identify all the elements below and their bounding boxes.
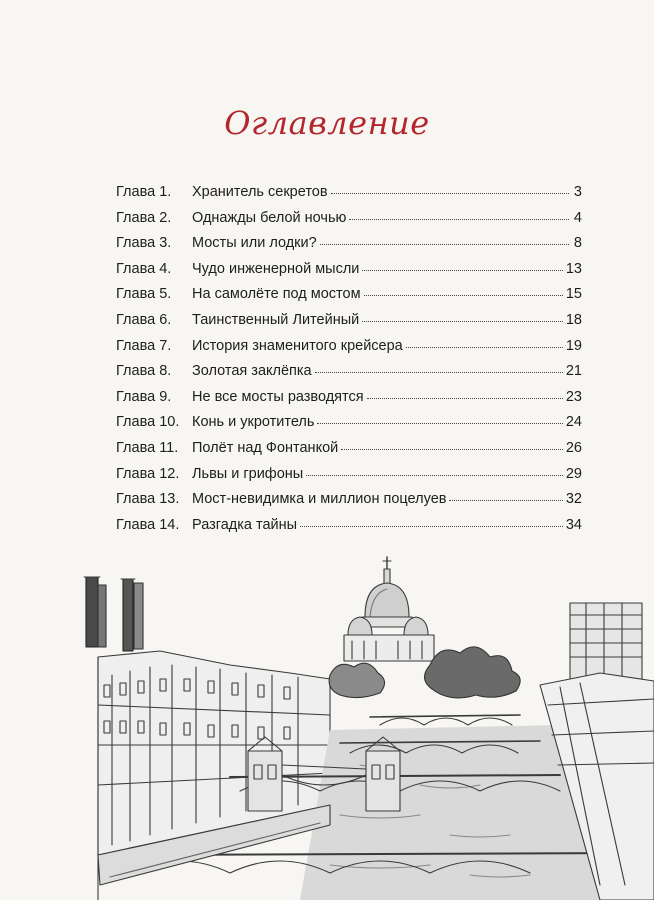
chapter-number: Глава 6.: [116, 311, 172, 328]
toc-entry[interactable]: [116, 338, 582, 364]
chapter-number: Глава 10.: [116, 414, 180, 431]
cathedral-dome-illustration: [344, 557, 434, 661]
toc-entry[interactable]: [116, 235, 582, 261]
chapter-number: Глава 5.: [116, 286, 172, 303]
dot-leader: [315, 371, 563, 373]
dot-leader: [349, 218, 569, 220]
chapter-title: Полёт над Фонтанкой: [192, 439, 339, 456]
chapter-title: На самолёте под мостом: [192, 286, 361, 303]
dot-leader: [362, 269, 562, 271]
chapter-number: Глава 4.: [116, 260, 172, 277]
page-number: 23: [565, 388, 582, 405]
chapter-title: Конь и укротитель: [192, 414, 315, 431]
toc-entry[interactable]: [116, 389, 582, 415]
toc-entry[interactable]: [116, 312, 582, 338]
dot-leader: [300, 525, 563, 527]
dot-leader: [449, 499, 562, 501]
chapter-number: Глава 12.: [116, 465, 180, 482]
modern-building-illustration: [570, 603, 642, 683]
toc-entry[interactable]: [116, 363, 582, 389]
page-number: 21: [565, 363, 582, 380]
toc-entry[interactable]: [116, 261, 582, 287]
river-illustration: [300, 725, 600, 900]
page-number: 26: [565, 439, 582, 456]
toc-entry[interactable]: [116, 466, 582, 492]
chapter-title: Разгадка тайны: [192, 516, 298, 533]
toc-entry[interactable]: [116, 491, 582, 517]
page-number: 34: [565, 516, 582, 533]
page-number: 15: [565, 286, 582, 303]
chapter-number: Глава 14.: [116, 516, 180, 533]
chapter-number: Глава 13.: [116, 491, 180, 508]
chapter-number: Глава 7.: [116, 337, 172, 354]
toc-entry[interactable]: [116, 414, 582, 440]
chimneys-illustration: [84, 577, 143, 651]
page-number: 24: [565, 414, 582, 431]
chapter-title: Не все мосты разводятся: [192, 388, 364, 405]
toc-entry[interactable]: [116, 440, 582, 466]
chapter-title: Мосты или лодки?: [192, 235, 317, 252]
chapter-number: Глава 9.: [116, 388, 172, 405]
chapter-title: Таинственный Литейный: [192, 311, 360, 328]
chapter-number: Глава 8.: [116, 363, 172, 380]
dot-leader: [320, 243, 569, 245]
chapter-title: Мост-невидимка и миллион поцелуев: [192, 491, 447, 508]
page-number: 13: [565, 260, 582, 277]
city-bridges-sketch: [0, 555, 654, 900]
chapter-title: Львы и грифоны: [192, 465, 304, 482]
chapter-title: Однажды белой ночью: [192, 209, 347, 226]
dot-leader: [317, 422, 562, 424]
chapter-title: Хранитель секретов: [192, 184, 328, 200]
dot-leader: [362, 320, 563, 322]
chapter-number: Глава 2.: [116, 209, 172, 226]
toc-entry[interactable]: [116, 517, 582, 543]
page-number: 19: [565, 337, 582, 354]
dot-leader: [406, 346, 563, 348]
page-number: 29: [565, 465, 582, 482]
page-number: 4: [573, 209, 582, 226]
bleed-through-text: [80, 48, 620, 66]
page-title: Оглавление: [224, 104, 430, 142]
dot-leader: [364, 294, 563, 296]
chapter-number: Глава 3.: [116, 235, 172, 252]
page-number: 3: [573, 184, 582, 200]
toc-entry[interactable]: [116, 286, 582, 312]
chapter-title: История знаменитого крейсера: [192, 337, 403, 354]
table-of-contents: [116, 184, 582, 542]
toc-entry[interactable]: [116, 210, 582, 236]
page-number: 32: [565, 491, 582, 508]
chapter-title: Чудо инженерной мысли: [192, 260, 360, 277]
dot-leader: [331, 192, 569, 194]
chapter-title: Золотая заклёпка: [192, 363, 312, 380]
toc-entry[interactable]: [116, 184, 582, 210]
page-number: 18: [565, 311, 582, 328]
chapter-number: Глава 1.: [116, 184, 172, 200]
chapter-number: Глава 11.: [116, 439, 179, 456]
dot-leader: [367, 397, 563, 399]
dot-leader: [341, 448, 563, 450]
page-number: 8: [573, 235, 582, 252]
dot-leader: [306, 474, 563, 476]
